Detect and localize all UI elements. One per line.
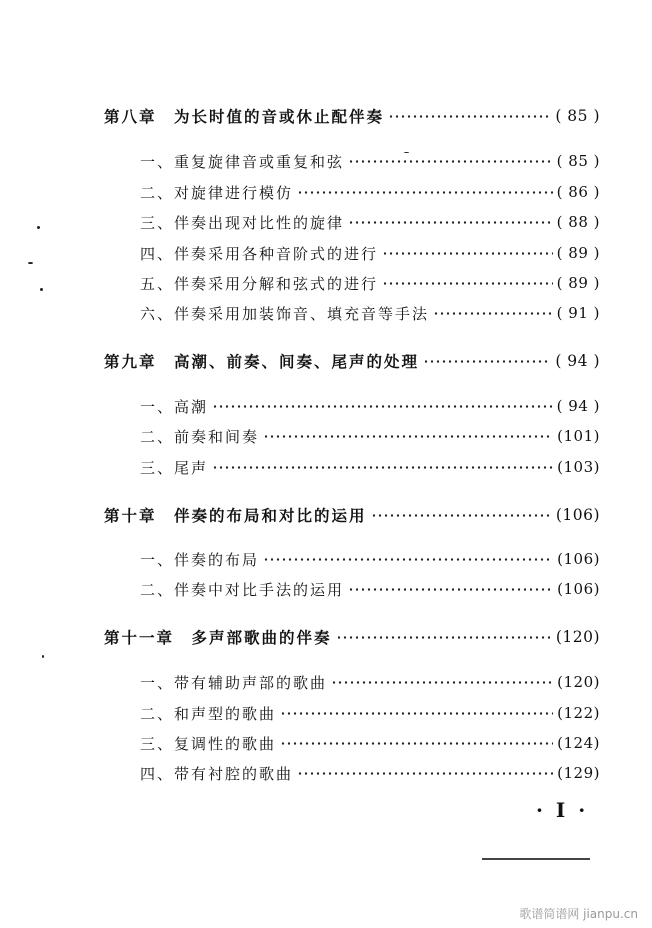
toc-label: 第九章 高潮、前奏、间奏、尾声的处理 xyxy=(104,352,420,371)
toc-page-number: ( 86 ) xyxy=(556,183,600,201)
dot-leader xyxy=(371,514,552,517)
toc-page-number: (101) xyxy=(557,427,600,445)
scan-speck xyxy=(37,226,40,229)
dot-leader xyxy=(263,558,553,561)
toc-section xyxy=(140,546,600,572)
dot-leader xyxy=(280,742,553,745)
toc-page-number: (106) xyxy=(557,580,600,598)
toc-section xyxy=(140,240,600,266)
dot-leader xyxy=(263,435,553,438)
dot-leader xyxy=(336,636,552,639)
toc-section xyxy=(140,730,600,756)
toc-chapter-8 xyxy=(104,103,600,129)
toc-section xyxy=(140,393,600,419)
toc-section xyxy=(140,148,600,174)
toc-label: 二、和声型的歌曲 xyxy=(140,704,277,723)
toc-label: 三、复调性的歌曲 xyxy=(140,734,277,753)
toc-page-number: (120) xyxy=(555,628,600,646)
toc-label: 四、带有衬腔的歌曲 xyxy=(140,764,294,783)
toc-label: 第十一章 多声部歌曲的伴奏 xyxy=(104,628,332,647)
toc-section xyxy=(140,179,600,205)
toc-label: 三、伴奏出现对比性的旋律 xyxy=(140,213,345,232)
toc-section xyxy=(140,576,600,602)
dot-leader xyxy=(388,115,551,118)
toc-page-number: ( 94 ) xyxy=(556,397,600,415)
dot-leader xyxy=(348,588,553,591)
dot-leader xyxy=(212,405,553,408)
dot-leader xyxy=(382,282,553,285)
scan-line-artifact xyxy=(482,858,590,860)
dot-leader xyxy=(423,360,551,363)
toc-label: 六、伴奏采用加装饰音、填充音等手法 xyxy=(140,304,430,323)
toc-section xyxy=(140,669,600,695)
toc-label: 一、重复旋律音或重复和弦 xyxy=(140,152,345,171)
dot-leader xyxy=(382,252,553,255)
scan-speck xyxy=(40,288,43,291)
dot-leader xyxy=(280,712,553,715)
toc-section xyxy=(140,209,600,235)
toc-chapter-11 xyxy=(104,624,600,650)
toc-label: 一、伴奏的布局 xyxy=(140,550,260,569)
toc-section xyxy=(140,760,600,786)
toc-page-number: (103) xyxy=(557,458,600,476)
footer-page-number: · I · xyxy=(536,798,589,822)
toc-page-number: ( 91 ) xyxy=(556,304,600,322)
watermark: 歌谱简谱网 jianpu.cn xyxy=(519,907,638,921)
dot-leader xyxy=(348,160,553,163)
toc-chapter-9 xyxy=(104,348,600,374)
toc-section xyxy=(140,270,600,296)
toc-page-number: (122) xyxy=(557,704,600,722)
toc-chapter-10 xyxy=(104,502,600,528)
toc-label: 一、带有辅助声部的歌曲 xyxy=(140,673,328,692)
toc-label: 一、高潮 xyxy=(140,397,209,416)
scan-speck xyxy=(28,262,33,264)
toc-page-number: ( 89 ) xyxy=(556,274,600,292)
scan-speck xyxy=(404,152,409,153)
toc-page-number: ( 94 ) xyxy=(555,352,600,370)
dot-leader xyxy=(348,221,553,224)
toc-page-number: ( 88 ) xyxy=(556,213,600,231)
toc-page-number: ( 85 ) xyxy=(555,107,600,125)
dot-leader xyxy=(297,772,553,775)
toc-page-number: (120) xyxy=(557,673,600,691)
dot-leader xyxy=(212,466,553,469)
toc-label: 二、对旋律进行模仿 xyxy=(140,183,294,202)
toc-label: 五、伴奏采用分解和弦式的进行 xyxy=(140,274,379,293)
dot-leader xyxy=(433,312,553,315)
toc-label: 二、前奏和间奏 xyxy=(140,427,260,446)
toc-page-number: (106) xyxy=(555,506,600,524)
toc-section xyxy=(140,454,600,480)
toc-section xyxy=(140,700,600,726)
toc-label: 二、伴奏中对比手法的运用 xyxy=(140,580,345,599)
toc-label: 三、尾声 xyxy=(140,458,209,477)
scan-speck xyxy=(42,655,44,658)
toc-section xyxy=(140,300,600,326)
toc-page-number: ( 85 ) xyxy=(556,152,600,170)
toc-page-number: ( 89 ) xyxy=(556,244,600,262)
toc-label: 第十章 伴奏的布局和对比的运用 xyxy=(104,506,367,525)
dot-leader xyxy=(297,191,553,194)
toc-label: 第八章 为长时值的音或休止配伴奏 xyxy=(104,107,385,126)
dot-leader xyxy=(331,681,553,684)
toc-page-number: (124) xyxy=(557,734,600,752)
toc-page-number: (129) xyxy=(557,764,600,782)
toc-section xyxy=(140,423,600,449)
toc-page-number: (106) xyxy=(557,550,600,568)
toc-label: 四、伴奏采用各种音阶式的进行 xyxy=(140,244,379,263)
